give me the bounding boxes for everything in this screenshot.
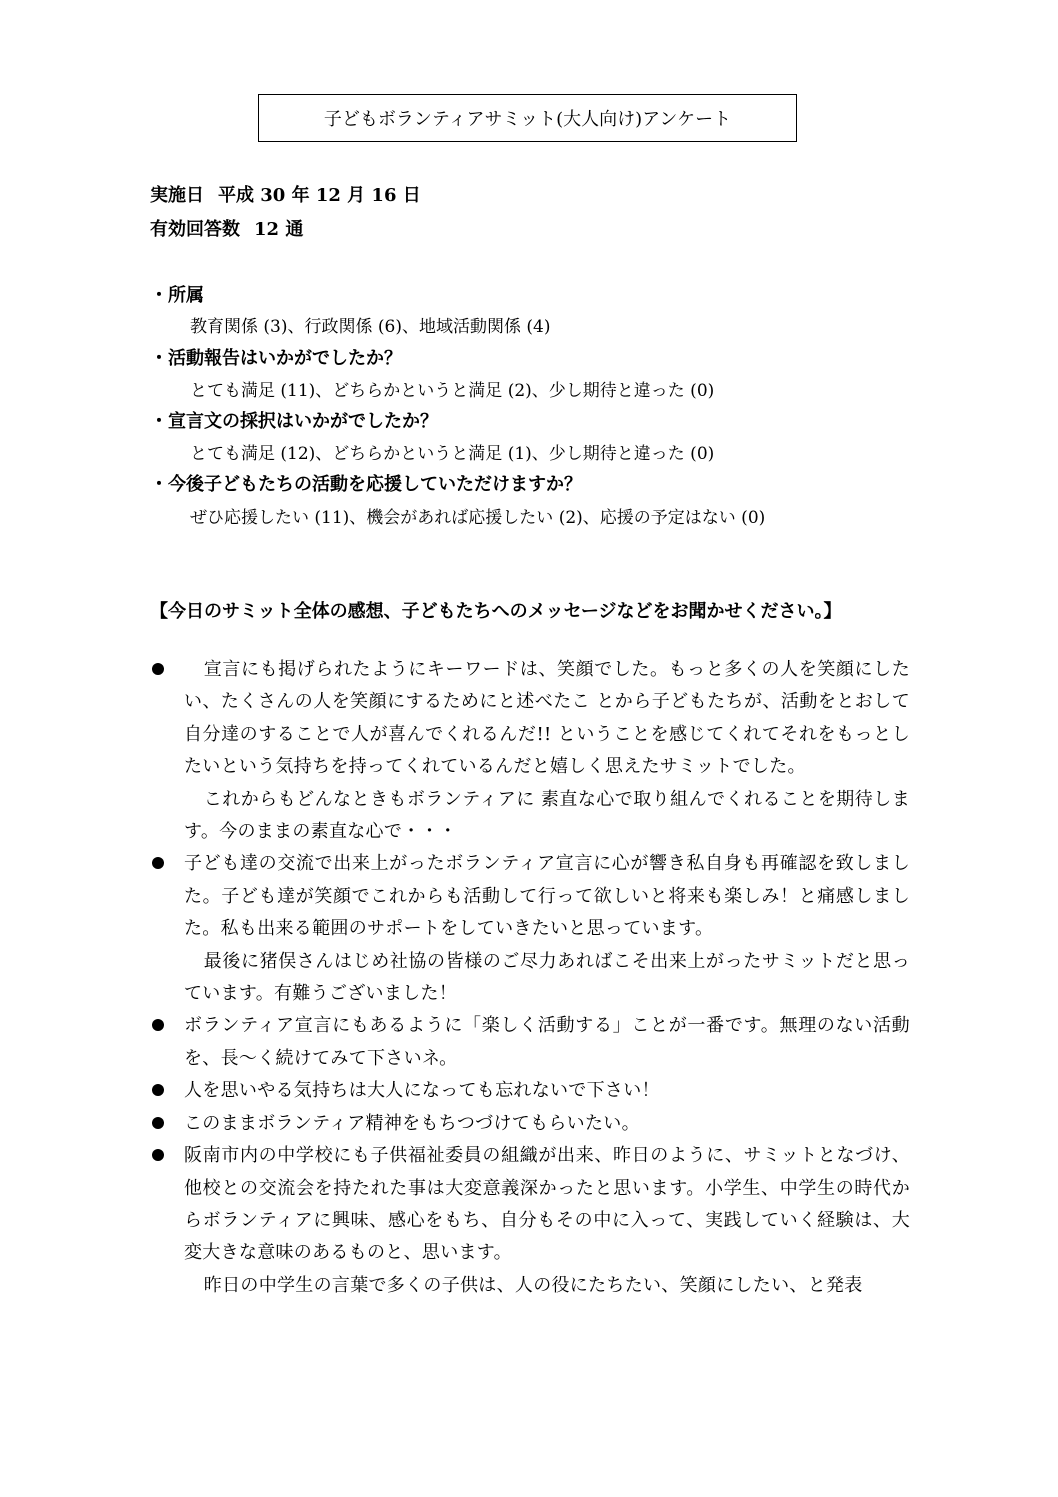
comment-item [150,654,910,848]
comment-paragraph: ボランティア宣言にもあるように「楽しく活動する」ことが一番です。無理のない活動を、長～く続けてみて下さいネ。 [184,1015,910,1069]
comment-item [150,1010,910,1075]
question-affiliation: ・所属 [150,285,204,306]
meta-count [150,215,303,241]
comments-list [150,654,910,1302]
comment-paragraph: これからもどんなときもボランティアに 素直な心で取り組んでくれることを期待します。今のままの素直な心で・・・ [184,788,910,843]
answer-declaration: とても満足 (12)、どちらかというと満足 (1)、少し期待と違った (0) [190,444,715,464]
comment-paragraph: 宣言にも掲げられたようにキーワードは、笑顔でした。もっと多くの人を笑顔にしたい、たくさんの人を笑顔にするためにと述べたこ とから子どもたちが、活動をとおして自分達のすることで人が喜んでくれるんだ!! ということを感じてくれてそれをもっとしたいという気持ちを持ってくれているんだと嬉しく思えたサミットでした。 [184,659,910,778]
date-value: 平成 30 年 12 月 16 日 [218,185,421,206]
comment-paragraph: 子ども達の交流で出来上がったボランティア宣言に心が響き私自身も再確認を致しました。子ども達が笑顔でこれからも活動して行って欲しいと将来も楽しみ！と痛感しました。私も出来る範囲のサポートをしていきたいと思っています。 [184,853,910,940]
bullet-icon [152,1149,164,1161]
comment-paragraph: 最後に猪俣さんはじめ社協の皆様のご尽力あればこそ出来上がったサミットだと思っています。有難うございました！ [184,950,910,1005]
comment-paragraph: このままボランティア精神をもちつづけてもらいたい。 [184,1112,640,1134]
comment-paragraph: 昨日の中学生の言葉で多くの子供は、人の役にたちたい、笑顔にしたい、と発表 [203,1274,863,1296]
bullet-icon [152,1019,164,1031]
answer-activity-report: とても満足 (11)、どちらかというと満足 (2)、少し期待と違った (0) [190,381,715,401]
answer-future-support: ぜひ応援したい (11)、機会があれば応援したい (2)、応援の予定はない (0) [190,508,766,528]
bullet-icon [152,857,164,869]
answer-affiliation: 教育関係 (3)、行政関係 (6)、地域活動関係 (4) [190,317,551,337]
count-label: 有効回答数 [150,219,240,240]
bullet-icon [152,663,164,675]
survey-title-box [258,94,797,142]
question-activity-report: ・活動報告はいかがでしたか？ [150,348,402,369]
question-future-support: ・今後子どもたちの活動を応援していただけますか？ [150,474,582,495]
count-value: 12 通 [254,219,304,240]
comment-paragraph: 人を思いやる気持ちは大人になっても忘れないで下さい！ [184,1080,660,1102]
question-declaration: ・宣言文の採択はいかがでしたか？ [150,411,438,432]
survey-title: 子どもボランティアサミット(大人向け)アンケート [323,109,732,130]
comment-item [150,848,910,1010]
bullet-icon [152,1084,164,1096]
comment-item [150,1140,910,1302]
bullet-icon [152,1117,164,1129]
comment-paragraph: 阪南市内の中学校にも子供福祉委員の組織が出来、昨日のように、サミットとなづけ、他校との交流会を持たれた事は大変意義深かったと思います。小学生、中学生の時代からボランティアに興味、感心をもち、自分もその中に入って、実践していく経験は、大変大きな意味のあるものと、思います。 [184,1145,910,1264]
comments-heading: 【今日のサミット全体の感想、子どもたちへのメッセージなどをお聞かせください。】 [150,601,842,622]
date-label: 実施日 [150,185,204,206]
comment-item [150,1075,910,1107]
comment-item [150,1108,910,1140]
meta-date [150,181,421,207]
